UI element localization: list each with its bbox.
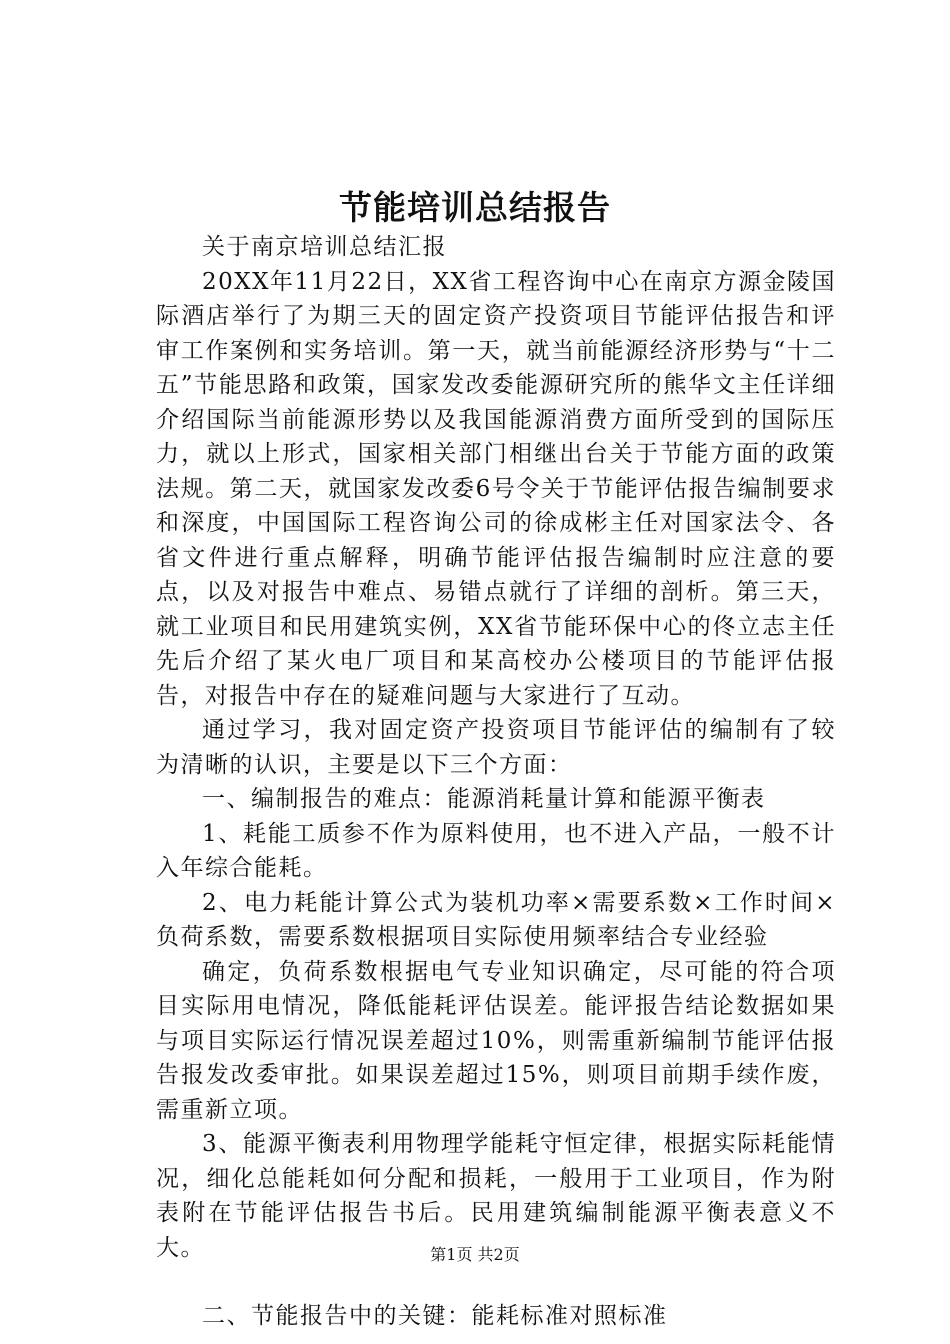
heading-section-two: 二、节能报告中的关键：能耗标准对照标准	[202, 1303, 668, 1329]
paragraph-item-3: 3、能源平衡表利用物理学能耗守恒定律，根据实际耗能情况，细化总能耗如何分配和损耗，一般用于工业项目，作为附表附在节能评估报告书后。民用建筑编制能源平衡表意义不大。	[156, 1131, 836, 1261]
paragraph-item-2: 2、电力耗能计算公式为装机功率×需要系数×工作时间×负荷系数，需要系数根据项目实际使用频率结合专业经验	[156, 889, 836, 950]
paragraph-training-overview: 20XX年11月22日，XX省工程咨询中心在南京方源金陵国际酒店举行了为期三天的固定资产投资项目节能评估报告和评审工作案例和实务培训。第一天，就当前能源经济形势与“十二五”节能思路和政策，国家发改委能源研究所的熊华文主任详细介绍国际当前能源形势以及我国能源消费方面所受到的国际压力，就以上形式，国家相关部门相继出台关于节能方面的政策法规。第二天，就国家发改委6号令关于节能评估报告编制要求和深度，中国国际工程咨询公司的徐成彬主任对国家法令、各省文件进行重点解释，明确节能评估报告编制时应注意的要点，以及对报告中难点、易错点就行了详细的剖析。第三天，就工业项目和民用建筑实例，XX省节能环保中心的佟立志主任先后介绍了某火电厂项目和某高校办公楼项目的节能评估报告，对报告中存在的疑难问题与大家进行了互动。	[156, 268, 836, 709]
document-title: 节能培训总结报告	[339, 188, 611, 227]
heading-section-one: 一、编制报告的难点：能源消耗量计算和能源平衡表	[202, 786, 766, 812]
paragraph-item-2-continued: 确定，负荷系数根据电气专业知识确定，尽可能的符合项目实际用电情况，降低能耗评估误差。能评报告结论数据如果与项目实际运行情况误差超过10%，则需重新编制节能评估报告报发改委审批。如果误差超过15%，则项目前期手续作废，需重新立项。	[156, 958, 836, 1123]
paragraph-subtitle: 关于南京培训总结汇报	[202, 234, 447, 260]
page-footer: 第1页 共2页	[430, 1245, 520, 1264]
document-body	[156, 230, 836, 1334]
paragraph-item-1: 1、耗能工质参不作为原料使用，也不进入产品，一般不计入年综合能耗。	[156, 820, 836, 881]
paragraph-learning-summary: 通过学习，我对固定资产投资项目节能评估的编制有了较为清晰的认识，主要是以下三个方面：	[156, 717, 836, 778]
